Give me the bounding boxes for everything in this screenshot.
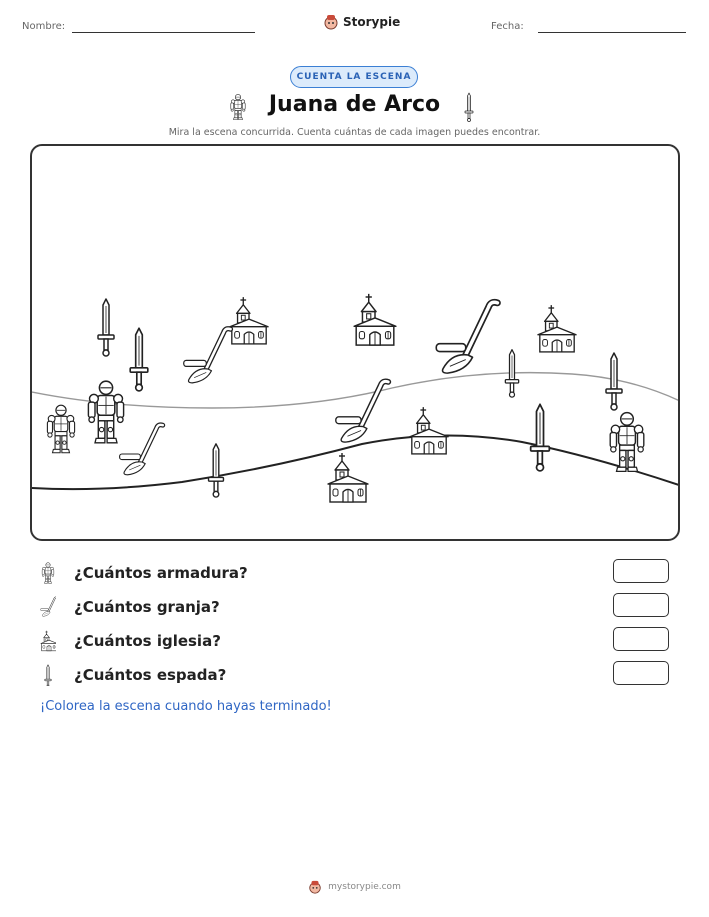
activity-badge: CUENTA LA ESCENA [290, 66, 418, 88]
footer-url[interactable]: mystorypie.com [328, 882, 401, 892]
plow-icon [40, 596, 56, 618]
plow-icon[interactable] [120, 425, 163, 475]
answer-box[interactable] [613, 661, 669, 685]
sword-icon[interactable] [606, 353, 622, 410]
name-label: Nombre: [22, 21, 66, 32]
question-row [40, 629, 221, 653]
sword-icon [40, 664, 56, 686]
question-row [40, 663, 226, 687]
question-text: ¿Cuántos armadura? [74, 564, 248, 582]
answer-box[interactable] [613, 627, 669, 651]
knight-icon [40, 562, 56, 584]
brand-logo [323, 14, 400, 30]
question-row [40, 561, 248, 585]
knight-icon[interactable] [610, 413, 644, 472]
knight-icon[interactable] [88, 381, 123, 443]
brand-name: Storypie [343, 15, 401, 29]
date-field-line[interactable] [538, 32, 686, 33]
church-icon[interactable] [538, 305, 576, 352]
sword-icon[interactable] [130, 328, 148, 391]
scene-canvas [32, 146, 680, 541]
sword-icon[interactable] [209, 444, 224, 497]
sword-icon[interactable] [531, 404, 550, 471]
counting-scene[interactable] [30, 144, 680, 541]
storypie-mascot-icon [308, 880, 322, 894]
church-icon[interactable] [328, 453, 368, 502]
question-text: ¿Cuántos granja? [74, 598, 220, 616]
answer-box[interactable] [613, 593, 669, 617]
sword-icon[interactable] [98, 299, 114, 356]
sword-icon [463, 92, 475, 122]
footer [0, 880, 709, 894]
question-text: ¿Cuántos espada? [74, 666, 227, 684]
plow-icon[interactable] [336, 381, 388, 442]
question-text: ¿Cuántos iglesia? [74, 632, 221, 650]
name-field-line[interactable] [72, 32, 255, 33]
instructions: Mira la escena concurrida. Cuenta cuántas de cada imagen puedes encontrar. [168, 127, 541, 138]
church-icon[interactable] [410, 407, 448, 454]
plow-icon[interactable] [184, 329, 231, 383]
church-icon[interactable] [354, 294, 396, 345]
church-icon[interactable] [230, 297, 268, 344]
question-row [40, 595, 220, 619]
back-hill-line [32, 373, 680, 408]
knight-icon[interactable] [47, 405, 74, 453]
coloring-note: ¡Colorea la escena cuando hayas terminado! [40, 699, 332, 714]
answer-box[interactable] [613, 559, 669, 583]
plow-icon[interactable] [436, 302, 497, 373]
church-icon [40, 630, 56, 652]
storypie-mascot-icon [323, 14, 339, 30]
page-title: Juana de Arco [268, 92, 441, 117]
date-label: Fecha: [491, 21, 524, 32]
